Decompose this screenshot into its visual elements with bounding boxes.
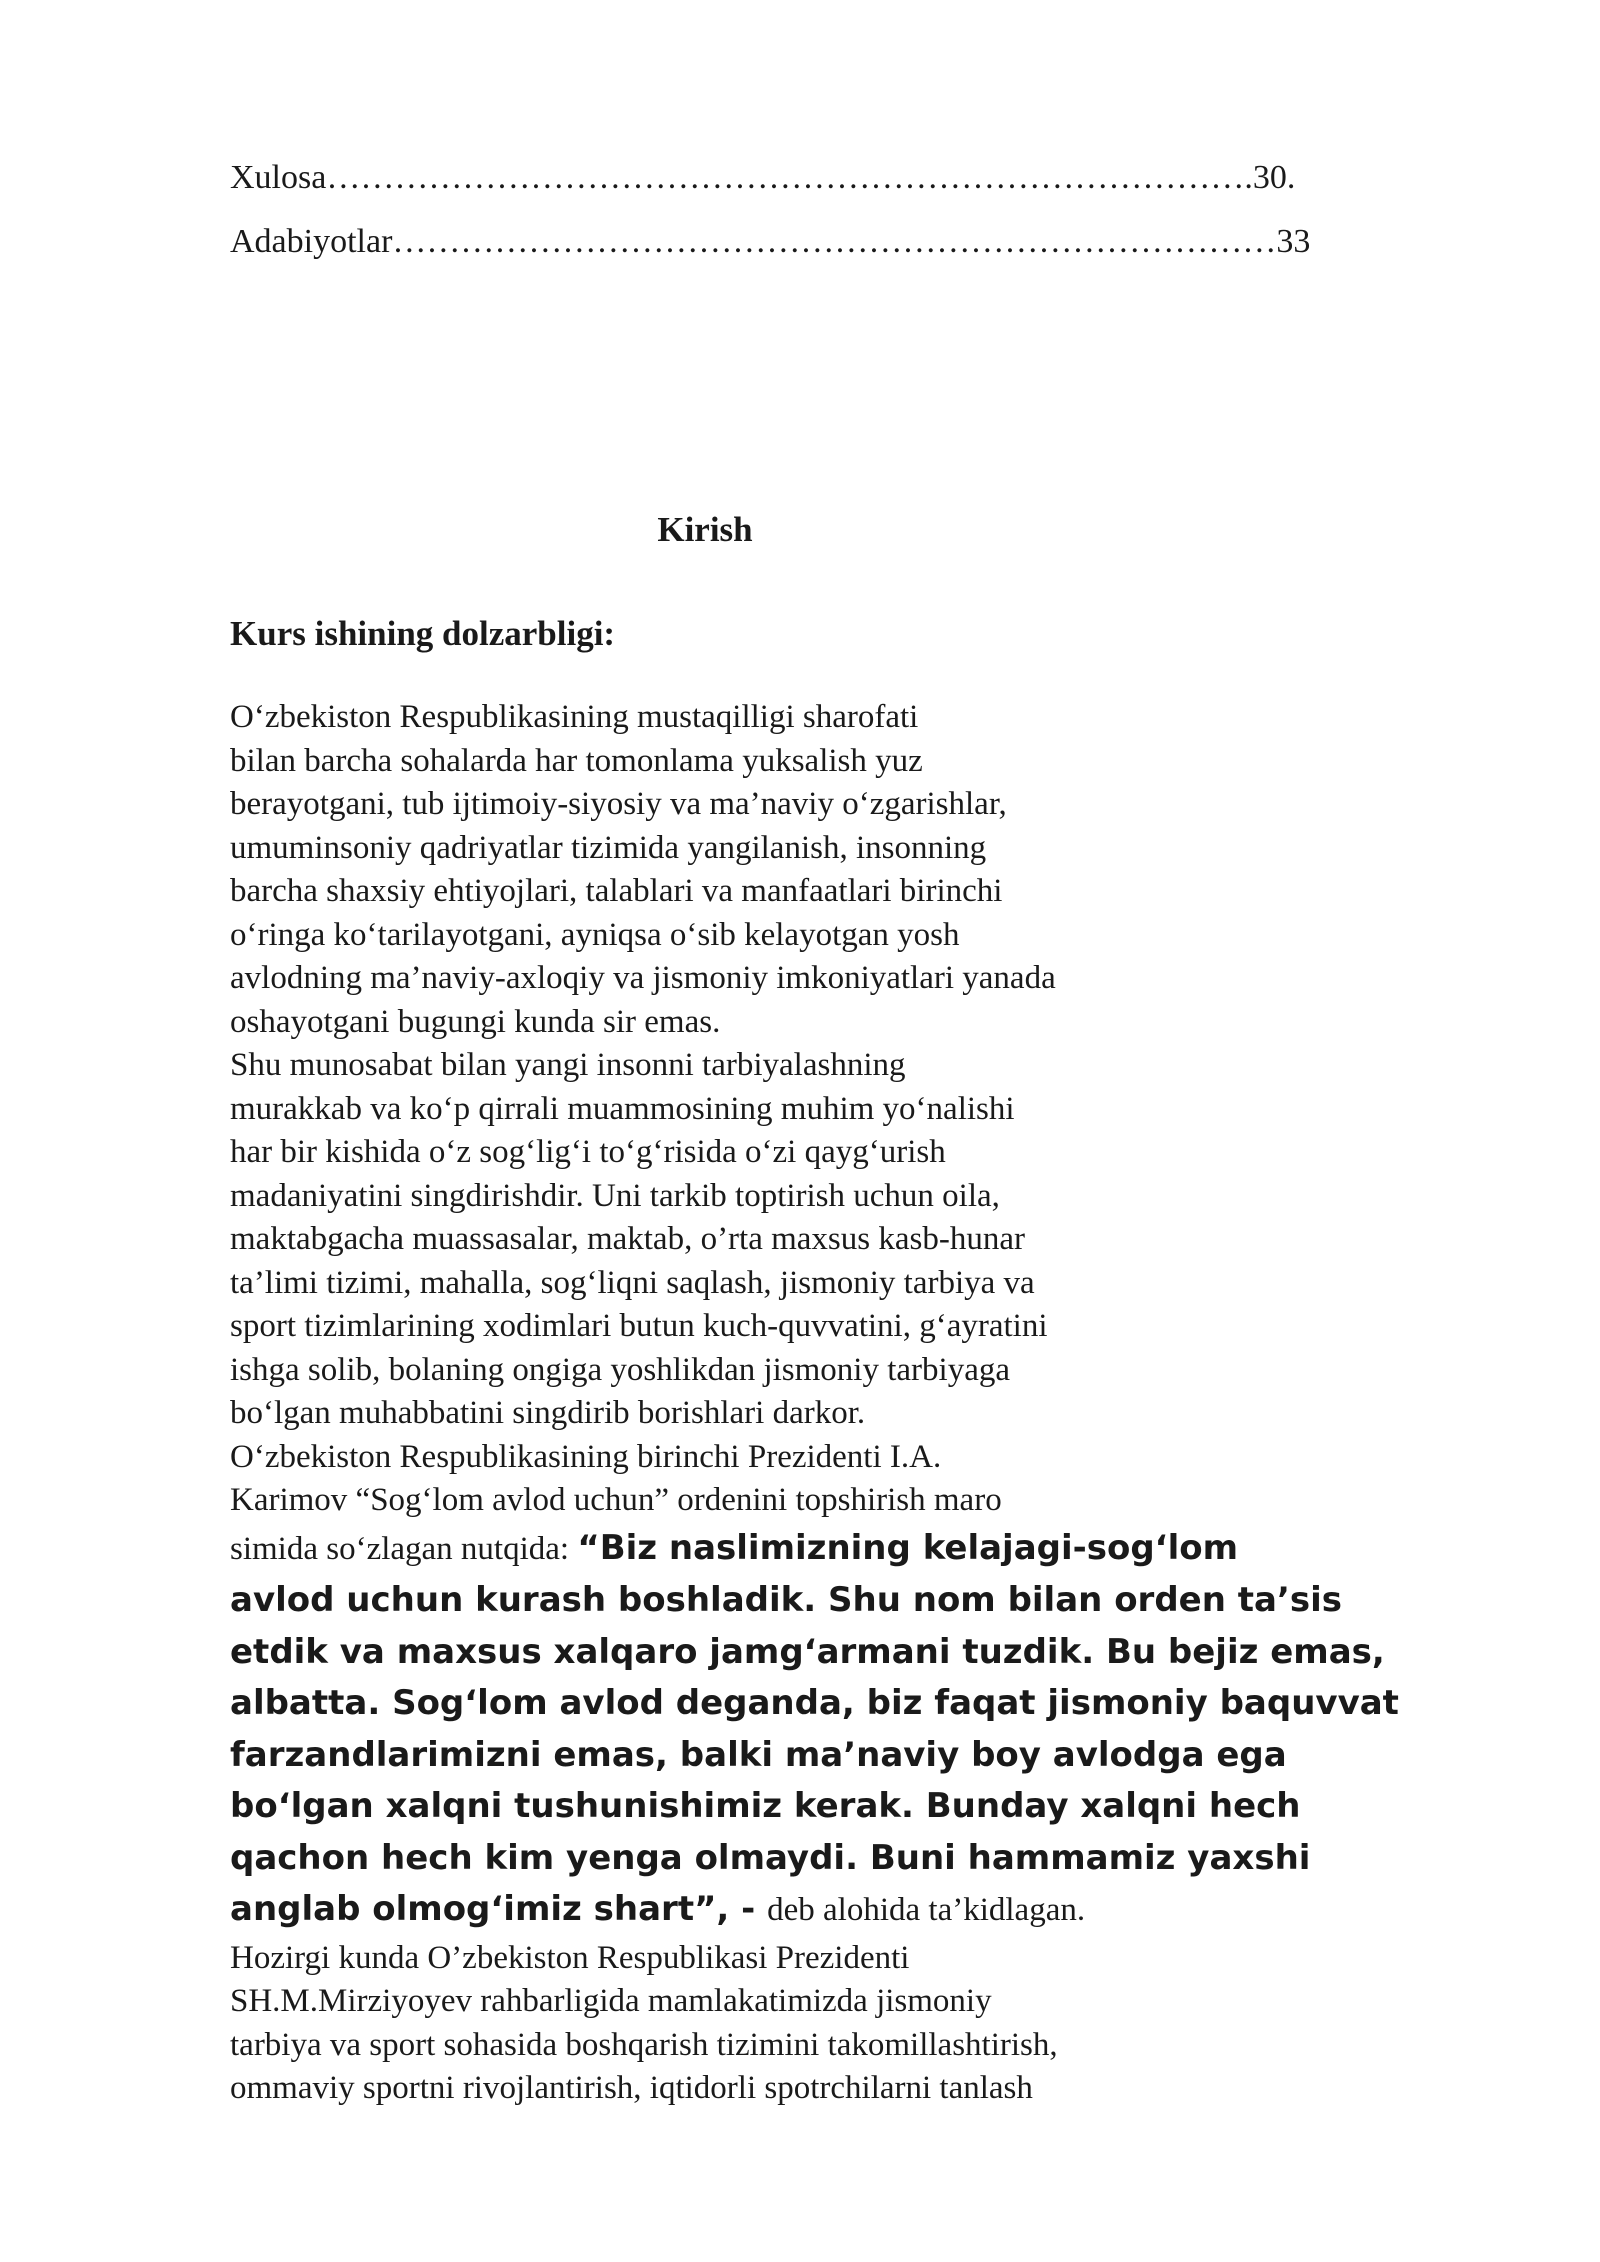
text-line: murakkab va ko‘p qirrali muammosining muhim yo‘nalishi <box>230 1090 1015 1127</box>
text-line: tarbiya va sport sohasida boshqarish tizimini takomillashtirish, <box>230 2026 1058 2063</box>
subsection-title: Kurs ishining dolzarbligi: <box>230 614 616 653</box>
text-line: Karimov “Sog‘lom avlod uchun” ordenini topshirish maro <box>230 1482 1002 1518</box>
text-line: o‘ringa ko‘tarilayotgani, ayniqsa o‘sib kelayotgan yosh <box>230 916 960 953</box>
text-line: berayotgani, tub ijtimoiy-siyosiy va ma’naviy o‘zgarishlar, <box>230 786 1007 822</box>
quote-line: “Biz naslimizning kelajagi-sog‘lom <box>577 1527 1239 1568</box>
quote-tail: deb alohida ta’kidlagan. <box>767 1892 1086 1928</box>
toc-label: Xulosa <box>230 159 327 196</box>
text-line: bilan barcha sohalarda har tomonlama yuksalish yuz <box>230 742 923 779</box>
text-line: O‘zbekiston Respublikasining mustaqilligi sharofati <box>230 699 919 735</box>
text-line: ta’limi tizimi, mahalla, sog‘liqni saqlash, jismoniy tarbiya va <box>230 1264 1035 1301</box>
text-line: Shu munosabat bilan yangi insonni tarbiyalashning <box>230 1047 906 1083</box>
text-line: maktabgacha muassasalar, maktab, o’rta maxsus kasb-hunar <box>230 1221 1025 1257</box>
quote-line: etdik va maxsus xalqaro jamg‘armani tuzdik. Bu bejiz emas, <box>230 1631 1385 1672</box>
quote-paragraph <box>230 1523 1430 1937</box>
section-title: Kirish <box>657 510 753 549</box>
paragraph-2 <box>230 1937 1430 2111</box>
quote-line: avlod uchun kurash boshladik. Shu nom bilan orden ta’sis <box>230 1580 1343 1620</box>
toc-page-number: 30. <box>1252 159 1296 196</box>
text-line: madaniyatini singdirishdir. Uni tarkib toptirish uchun oila, <box>230 1177 1000 1214</box>
text-line: har bir kishida o‘z sog‘lig‘i to‘g‘risida o‘zi qayg‘urish <box>230 1134 946 1170</box>
text-line: SH.M.Mirziyoyev rahbarligida mamlakatimizda jismoniy <box>230 1983 992 2019</box>
quote-line: qachon hech kim yenga olmaydi. Buni hammamiz yaxshi <box>230 1837 1311 1878</box>
paragraph-1 <box>230 696 1430 1523</box>
quote-line: bo‘lgan xalqni tushunishimiz kerak. Bunday xalqni hech <box>230 1786 1301 1826</box>
quote-line: farzandlarimizni emas, balki ma’naviy boy avlodga ega <box>230 1734 1287 1775</box>
toc-dots: ………………………………………………………………………. <box>326 159 1253 196</box>
quote-line: anglab olmog‘imiz shart”, - <box>230 1889 768 1929</box>
toc-entry-xulosa <box>230 158 1295 198</box>
toc-dots: …………………………………………………………………… <box>392 223 1277 260</box>
text-line: sport tizimlarining xodimlari butun kuch-quvvatini, g‘ayratini <box>230 1308 1048 1344</box>
text-line: O‘zbekiston Respublikasining birinchi Prezidenti I.A. <box>230 1438 942 1475</box>
toc-entry-adabiyotlar <box>230 222 1310 262</box>
text-line: Hozirgi kunda O’zbekiston Respublikasi Prezidenti <box>230 1939 910 1976</box>
toc-label: Adabiyotlar <box>230 223 393 260</box>
text-line: avlodning ma’naviy-axloqiy va jismoniy imkoniyatlari yanada <box>230 960 1056 996</box>
toc-page-number: 33 <box>1276 223 1311 260</box>
text-line: bo‘lgan muhabbatini singdirib borishlari darkor. <box>230 1395 866 1431</box>
body-text <box>230 696 1430 2111</box>
text-line: barcha shaxsiy ehtiyojlari, talablari va manfaatlari birinchi <box>230 873 1003 909</box>
text-line: ishga solib, bolaning ongiga yoshlikdan jismoniy tarbiyaga <box>230 1351 1010 1388</box>
text-line: ommaviy sportni rivojlantirish, iqtidorli spotrchilarni tanlash <box>230 2070 1033 2106</box>
quote-intro: simida so‘zlagan nutqida: <box>230 1530 578 1567</box>
text-line: oshayotgani bugungi kunda sir emas. <box>230 1003 721 1040</box>
quote-line: albatta. Sog‘lom avlod deganda, biz faqat jismoniy baquvvat <box>230 1683 1399 1723</box>
text-line: umuminsoniy qadriyatlar tizimida yangilanish, insonning <box>230 829 987 866</box>
